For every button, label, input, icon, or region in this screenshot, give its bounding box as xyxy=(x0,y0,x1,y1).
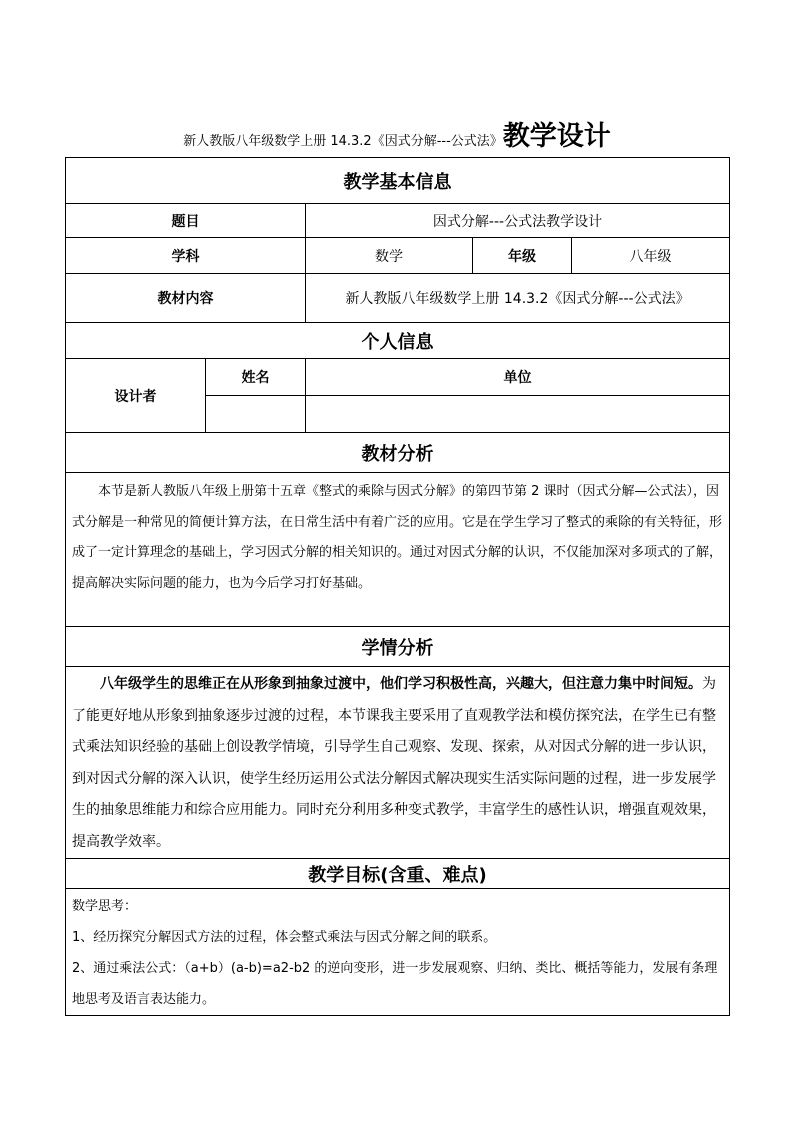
lesson-plan-table xyxy=(65,157,730,1016)
student-analysis-bold-text: 八年级学生的思维正在从形象到抽象过渡中，他们学习积极性高，兴趣大，但注意力集中时间短。 xyxy=(100,676,702,692)
name-header: 姓名 xyxy=(206,359,306,396)
content-label: 教材内容 xyxy=(66,274,306,323)
student-analysis-text: 为了能更好地从形象到抽象逐步过渡的过程，本节课我主要采用了直观教学法和模仿探究法，在学生已有整式乘法知识经验的基础上创设教学情境，引导学生自己观察、发现、探索，从对因式分解的进一步认识，到对因式分解的深入认识，使学生经历运用公式法分解因式解决现实生活实际问题的过程，进一步发展学生的抽象思维能力和综合应用能力。同时充分利用多种变式教学，丰富学生的感性认识，增强直观效果，提高教学效率。 xyxy=(72,676,716,850)
objective-item-1: 1、经历探究分解因式方法的过程，体会整式乘法与因式分解之间的联系。 xyxy=(72,930,497,945)
objectives-heading: 数学思考： xyxy=(72,899,138,914)
section-material-analysis: 教材分析 xyxy=(66,433,730,473)
objective-item-2: 2、通过乘法公式：（a+b）(a-b)=a2-b2 的逆向变形，进一步发展观察、归纳、类比、概括等能力，发展有条理地思考及语言表达能力。 xyxy=(72,961,718,1007)
document-title-main: 教学设计 xyxy=(502,121,611,152)
grade-label: 年级 xyxy=(473,238,572,274)
content-value: 新人教版八年级数学上册 14.3.2《因式分解---公式法》 xyxy=(306,274,730,323)
document-title xyxy=(0,114,794,153)
section-basic-info: 教学基本信息 xyxy=(66,158,730,204)
objectives-body xyxy=(66,889,730,1016)
topic-value: 因式分解---公式法教学设计 xyxy=(306,204,730,238)
designer-label: 设计者 xyxy=(66,359,206,433)
student-analysis-paragraph xyxy=(66,667,730,859)
unit-header: 单位 xyxy=(306,359,730,396)
section-personal-info: 个人信息 xyxy=(66,323,730,359)
unit-value xyxy=(306,396,730,433)
section-student-analysis: 学情分析 xyxy=(66,627,730,667)
section-objectives: 教学目标(含重、难点) xyxy=(66,859,730,889)
document-title-prefix: 新人教版八年级数学上册 14.3.2《因式分解---公式法》 xyxy=(183,134,503,149)
subject-value: 数学 xyxy=(306,238,473,274)
grade-value: 八年级 xyxy=(572,238,730,274)
topic-label: 题目 xyxy=(66,204,306,238)
subject-label: 学科 xyxy=(66,238,306,274)
material-analysis-text: 本节是新人教版八年级上册第十五章《整式的乘除与因式分解》的第四节第 2 课时（因式分解—公式法），因式分解是一种常见的简便计算方法，在日常生活中有着广泛的应用。它是在学生学习了整式的乘除的有关特征，形成了一定计算理念的基础上，学习因式分解的相关知识的。通过对因式分解的认识，不仅能加深对多项式的了解，提高解决实际问题的能力，也为今后学习打好基础。 xyxy=(66,473,730,627)
name-value xyxy=(206,396,306,433)
